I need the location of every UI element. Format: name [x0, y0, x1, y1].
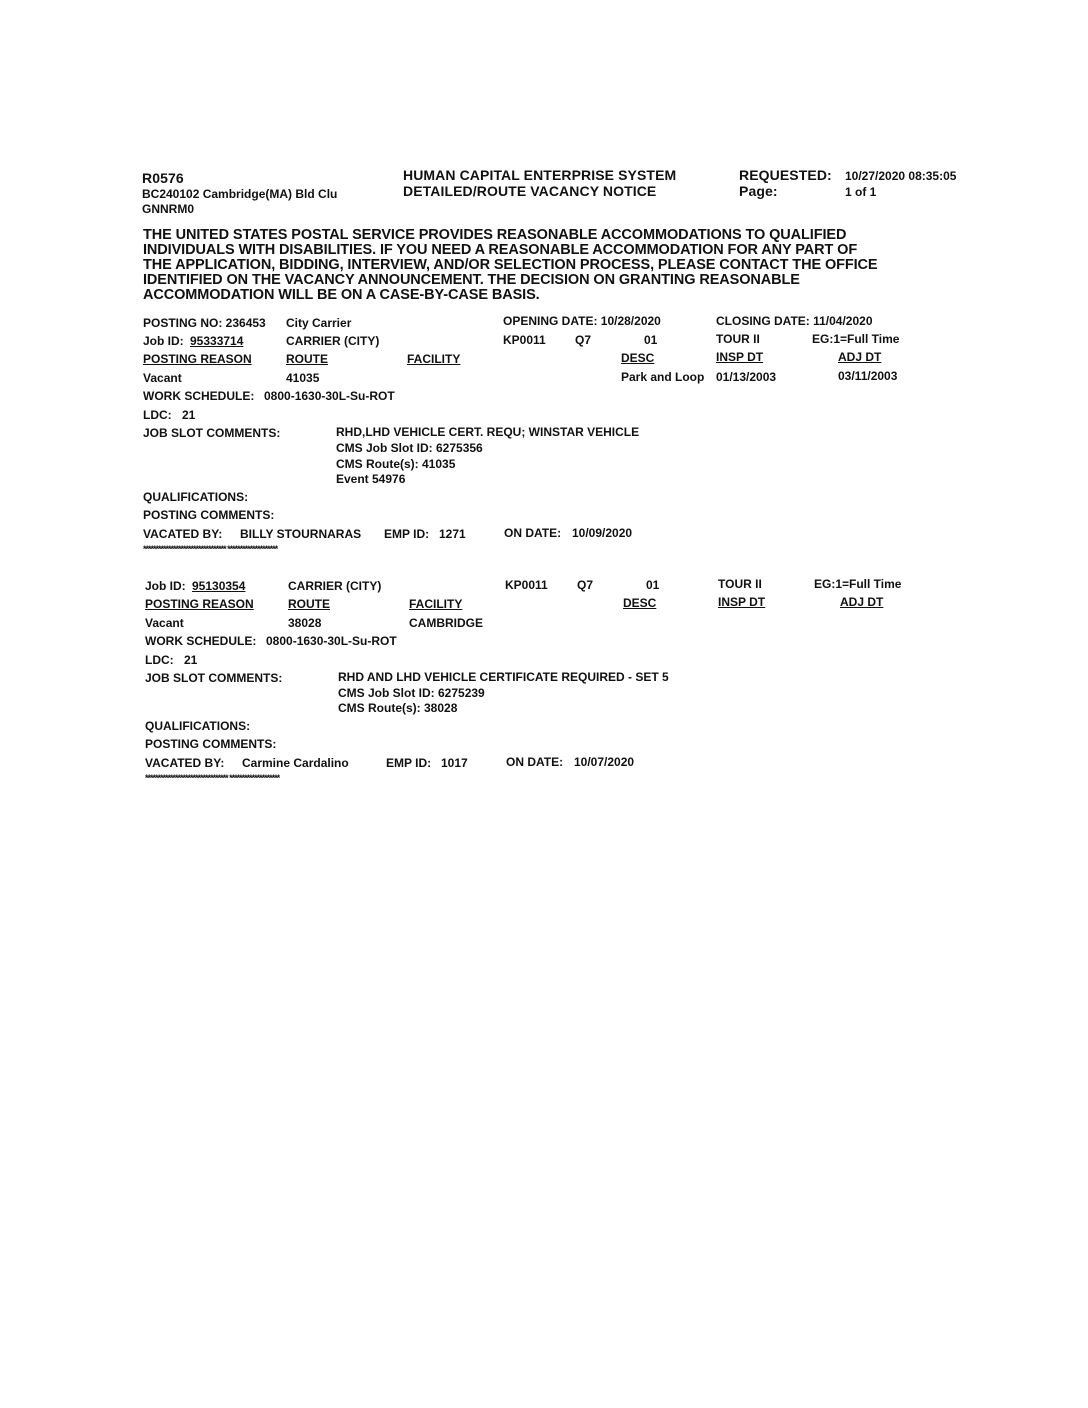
notice-line: THE UNITED STATES POSTAL SERVICE PROVIDES REASONABLE ACCOMMODATIONS TO QUALIFIED [143, 227, 847, 243]
ldc-label: LDC: [143, 408, 172, 422]
job-slot-comments-label: JOB SLOT COMMENTS: [143, 426, 281, 440]
accommodation-notice [143, 228, 943, 303]
emp-id-label: EMP ID: [384, 527, 430, 541]
posting-reason-header: POSTING REASON [143, 352, 252, 366]
notice-title: DETAILED/ROUTE VACANCY NOTICE [403, 183, 657, 199]
facility-value: CAMBRIDGE [409, 616, 483, 630]
adj-dt-value: 03/11/2003 [838, 369, 898, 383]
insp-dt-value: 01/13/2003 [716, 370, 777, 384]
notice-line: INDIVIDUALS WITH DISABILITIES. IF YOU NEED A REASONABLE ACCOMMODATION FOR ANY PART OF [143, 242, 858, 258]
route-value: 41035 [286, 371, 320, 385]
job-slot-comment-line: CMS Route(s): 38028 [338, 701, 458, 715]
requested-value: 10/27/2020 08:35:05 [845, 169, 957, 183]
posting-type: City Carrier [286, 316, 352, 330]
ldc-label: LDC: [145, 653, 174, 667]
route-header: ROUTE [286, 352, 328, 366]
on-date-value: 10/07/2020 [574, 755, 635, 769]
posting-reason-value: Vacant [143, 371, 182, 385]
job-eg: EG:1=Full Time [814, 577, 902, 591]
posting-reason-header: POSTING REASON [145, 597, 254, 611]
job-craft: CARRIER (CITY) [286, 334, 380, 348]
job-finance: KP0011 [503, 333, 546, 347]
notice-line: THE APPLICATION, BIDDING, INTERVIEW, AND/OR SELECTION PROCESS, PLEASE CONTACT THE OFFICE [143, 257, 878, 273]
system-title: HUMAN CAPITAL ENTERPRISE SYSTEM [403, 167, 677, 183]
insp-dt-header: INSP DT [718, 595, 766, 609]
job-craft: CARRIER (CITY) [288, 579, 382, 593]
job-finance: KP0011 [505, 578, 548, 592]
posting-comments-label: POSTING COMMENTS: [143, 508, 275, 522]
on-date-label: ON DATE: [504, 526, 562, 540]
vacated-by-label: VACATED BY: [145, 756, 225, 770]
separator-stars: ********************************* ******************** [145, 773, 280, 783]
vacated-by-value: BILLY STOURNARAS [240, 527, 362, 541]
job-slot-comment-line: RHD,LHD VEHICLE CERT. REQU; WINSTAR VEHICLE [336, 425, 640, 439]
route-header: ROUTE [288, 597, 330, 611]
job-eg: EG:1=Full Time [812, 332, 900, 346]
job-id-value: 95333714 [190, 334, 244, 348]
adj-dt-header: ADJ DT [840, 595, 884, 609]
job-slot-comment-line: Event 54976 [336, 472, 406, 486]
ldc-value: 21 [184, 653, 198, 667]
notice-line: ACCOMMODATION WILL BE ON A CASE-BY-CASE BASIS. [143, 287, 540, 303]
office-code: GNNRM0 [142, 202, 195, 216]
desc-header: DESC [621, 351, 655, 365]
job-step: 01 [646, 578, 660, 592]
job-step: 01 [644, 333, 658, 347]
on-date-label: ON DATE: [506, 755, 564, 769]
job-id-label: Job ID: [145, 579, 186, 593]
on-date-value: 10/09/2020 [572, 526, 633, 540]
report-id: R0576 [142, 170, 184, 186]
emp-id-value: 1271 [439, 527, 466, 541]
posting-reason-value: Vacant [145, 616, 184, 630]
work-schedule-label: WORK SCHEDULE: [145, 634, 257, 648]
job-id-value: 95130354 [192, 579, 246, 593]
job-tour: TOUR II [716, 332, 760, 346]
route-value: 38028 [288, 616, 322, 630]
job-tour: TOUR II [718, 577, 762, 591]
posting-comments-label: POSTING COMMENTS: [145, 737, 277, 751]
adj-dt-header: ADJ DT [838, 350, 882, 364]
job-grade: Q7 [577, 578, 594, 592]
qualifications-label: QUALIFICATIONS: [143, 490, 249, 504]
work-schedule-value: 0800-1630-30L-Su-ROT [264, 389, 395, 403]
vacated-by-label: VACATED BY: [143, 527, 223, 541]
desc-header: DESC [623, 596, 657, 610]
emp-id-value: 1017 [441, 756, 468, 770]
desc-value: Park and Loop [621, 370, 705, 384]
requested-label: REQUESTED: [739, 167, 832, 183]
qualifications-label: QUALIFICATIONS: [145, 719, 251, 733]
page-value: 1 of 1 [845, 185, 877, 199]
job-slot-comment-line: CMS Job Slot ID: 6275239 [338, 686, 485, 700]
opening-date: OPENING DATE: 10/28/2020 [503, 314, 661, 328]
facility-header: FACILITY [409, 597, 463, 611]
posting-number: POSTING NO: 236453 [143, 316, 266, 330]
job-slot-comment-line: RHD AND LHD VEHICLE CERTIFICATE REQUIRED - SET 5 [338, 670, 669, 684]
closing-date: CLOSING DATE: 11/04/2020 [716, 314, 873, 328]
notice-line: IDENTIFIED ON THE VACANCY ANNOUNCEMENT. THE DECISION ON GRANTING REASONABLE [143, 272, 800, 288]
job-slot-comments-label: JOB SLOT COMMENTS: [145, 671, 283, 685]
work-schedule-value: 0800-1630-30L-Su-ROT [266, 634, 397, 648]
insp-dt-header: INSP DT [716, 350, 764, 364]
job-id-label: Job ID: [143, 334, 184, 348]
office-name: BC240102 Cambridge(MA) Bld Clu [142, 187, 338, 201]
page-label: Page: [739, 183, 778, 199]
work-schedule-label: WORK SCHEDULE: [143, 389, 255, 403]
vacated-by-value: Carmine Cardalino [242, 756, 349, 770]
job-slot-comment-line: CMS Job Slot ID: 6275356 [336, 441, 483, 455]
job-slot-comment-line: CMS Route(s): 41035 [336, 457, 456, 471]
job-grade: Q7 [575, 333, 592, 347]
emp-id-label: EMP ID: [386, 756, 432, 770]
facility-header: FACILITY [407, 352, 461, 366]
ldc-value: 21 [182, 408, 196, 422]
separator-stars: ********************************* ******************** [143, 544, 278, 554]
